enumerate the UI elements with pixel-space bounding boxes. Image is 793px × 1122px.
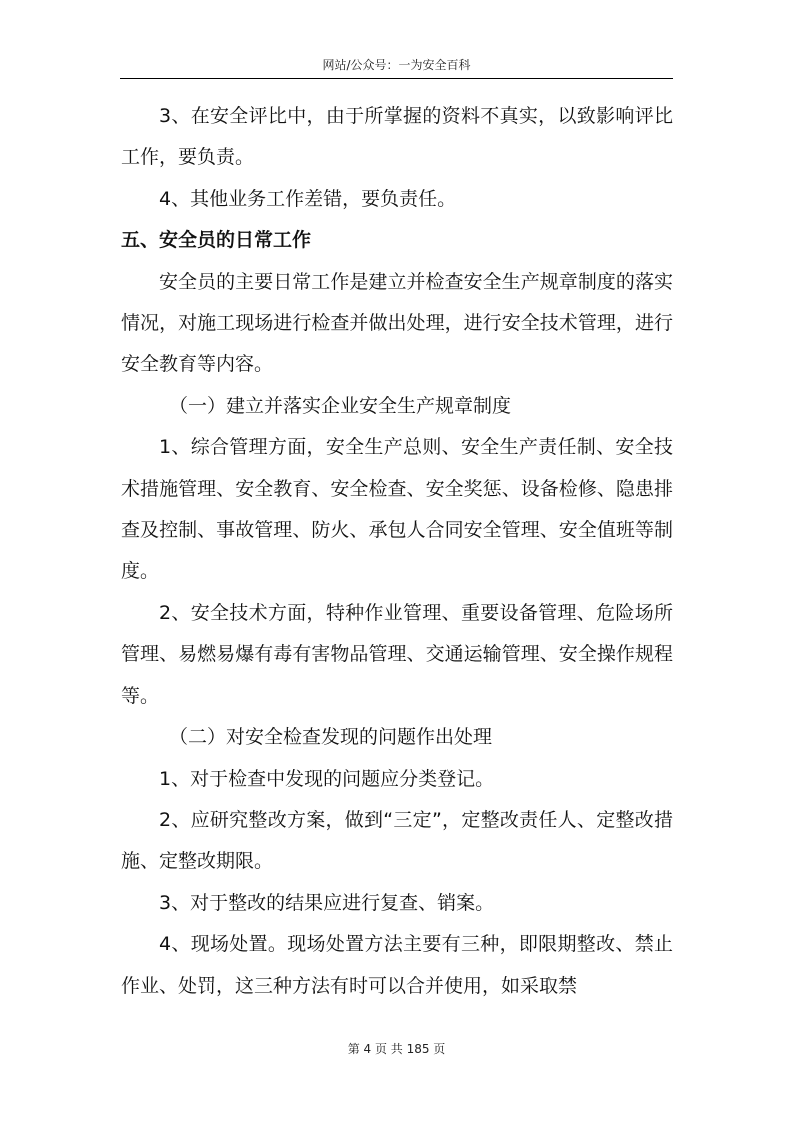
page-number: 第 4 页 共 185 页 <box>347 1042 446 1056</box>
header-divider <box>120 78 673 79</box>
subsection-heading: （二）对安全检查发现的问题作出处理 <box>169 726 493 749</box>
paragraph: 3、对于整改的结果应进行复查、销案。 <box>159 891 495 914</box>
paragraph: 4、其他业务工作差错，要负责任。 <box>159 187 457 210</box>
page-header: 网站/公众号：一为安全百科 <box>322 58 471 72</box>
paragraph: 2、应研究整改方案，做到“三定”，定整改责任人、定整改措施、定整改期限。 <box>121 808 673 873</box>
paragraph: 安全员的主要日常工作是建立并检查安全生产规章制度的落实情况，对施工现场进行检查并做出处理，进行安全技术管理，进行安全教育等内容。 <box>121 270 673 376</box>
paragraph: 2、安全技术方面，特种作业管理、重要设备管理、危险场所管理、易燃易爆有毒有害物品管理、交通运输管理、安全操作规程等。 <box>121 601 673 707</box>
paragraph: 4、现场处置。现场处置方法主要有三种，即限期整改、禁止作业、处罚，这三种方法有时可以合并使用，如采取禁 <box>121 933 673 997</box>
paragraph: 3、在安全评比中，由于所掌握的资料不真实，以致影响评比工作，要负责。 <box>121 105 673 169</box>
section-heading: 五、安全员的日常工作 <box>121 229 312 252</box>
subsection-heading: （一）建立并落实企业安全生产规章制度 <box>169 394 512 417</box>
paragraph: 1、综合管理方面，安全生产总则、安全生产责任制、安全技术措施管理、安全教育、安全检查、安全奖惩、设备检修、隐患排查及控制、事故管理、防火、承包人合同安全管理、安全值班等制度。 <box>121 436 673 583</box>
paragraph: 1、对于检查中发现的问题应分类登记。 <box>159 767 495 790</box>
document-body <box>121 96 673 1007</box>
